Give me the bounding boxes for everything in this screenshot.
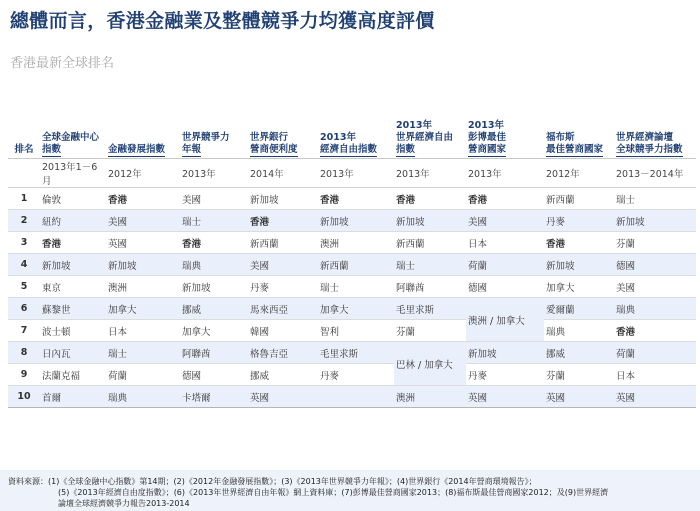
table-cell: 瑞士 bbox=[180, 210, 248, 232]
table-cell: 香港 bbox=[394, 188, 466, 210]
table-cell: 芬蘭 bbox=[614, 232, 696, 254]
table-cell: 新加坡 bbox=[614, 210, 696, 232]
column-header-line: 2013年 bbox=[396, 120, 432, 131]
column-header bbox=[614, 110, 696, 159]
table-row bbox=[8, 276, 696, 298]
column-header-line: 全球競爭力指數 bbox=[616, 144, 683, 155]
column-header-line: 全球金融中心 bbox=[42, 132, 100, 143]
table-cell: 美國 bbox=[106, 210, 180, 232]
column-header-line: 金融發展指數 bbox=[108, 144, 166, 155]
table-cell: 丹麥 bbox=[466, 364, 544, 386]
rank-cell: 10 bbox=[8, 386, 40, 408]
table-cell: 新西蘭 bbox=[394, 232, 466, 254]
table-cell: 阿聯酋 bbox=[180, 342, 248, 364]
rank-cell: 7 bbox=[8, 320, 40, 342]
table-cell: 智利 bbox=[318, 320, 394, 342]
table-cell: 德國 bbox=[180, 364, 248, 386]
table-cell: 丹麥 bbox=[318, 364, 394, 386]
table-cell: 荷蘭 bbox=[466, 254, 544, 276]
column-header bbox=[40, 110, 106, 159]
table-cell: 香港 bbox=[248, 210, 318, 232]
year-cell: 2012年 bbox=[106, 159, 180, 188]
year-row bbox=[8, 159, 696, 188]
table-cell: 澳洲 bbox=[318, 232, 394, 254]
rank-cell: 3 bbox=[8, 232, 40, 254]
table-cell: 新西蘭 bbox=[248, 232, 318, 254]
year-cell: 2013年 bbox=[466, 159, 544, 188]
table-cell: 阿聯酋 bbox=[394, 276, 466, 298]
table-cell: 香港 bbox=[544, 232, 614, 254]
column-header-line: 營商便利度 bbox=[250, 144, 298, 155]
table-cell: 瑞士 bbox=[106, 342, 180, 364]
table-cell: 新加坡 bbox=[318, 210, 394, 232]
table-cell: 美國 bbox=[180, 188, 248, 210]
table-row bbox=[8, 342, 696, 364]
table-row bbox=[8, 320, 696, 342]
table-cell: 日內瓦 bbox=[40, 342, 106, 364]
table-cell: 瑞士 bbox=[394, 254, 466, 276]
table-cell: 德國 bbox=[614, 254, 696, 276]
table-cell: 加拿大 bbox=[544, 276, 614, 298]
column-header-line: 彭博最佳 bbox=[468, 132, 507, 143]
table-cell: 巴林 / 加拿大 bbox=[394, 342, 466, 386]
column-header-line: 2013年 bbox=[468, 120, 504, 131]
footer-line-3: 論壇全球經濟競爭力報告2013-2014 bbox=[58, 499, 190, 508]
table-cell: 新加坡 bbox=[40, 254, 106, 276]
source-footer bbox=[0, 470, 700, 511]
column-header-line: 經濟自由指數 bbox=[320, 144, 378, 155]
table-cell: 波士頓 bbox=[40, 320, 106, 342]
column-header-line: 世界銀行 bbox=[250, 132, 289, 143]
table-cell: 挪威 bbox=[248, 364, 318, 386]
table-cell: 新加坡 bbox=[544, 254, 614, 276]
table-cell: 英國 bbox=[106, 232, 180, 254]
rank-header: 排名 bbox=[14, 144, 34, 155]
column-header-line: 指數 bbox=[396, 144, 416, 155]
table-cell: 荷蘭 bbox=[614, 342, 696, 364]
table-row bbox=[8, 364, 696, 386]
table-cell: 日本 bbox=[614, 364, 696, 386]
rank-cell: 5 bbox=[8, 276, 40, 298]
table-cell: 丹麥 bbox=[248, 276, 318, 298]
table-cell: 英國 bbox=[466, 386, 544, 408]
table-cell: 愛爾蘭 bbox=[544, 298, 614, 320]
table-cell: 瑞典 bbox=[614, 298, 696, 320]
rank-cell: 1 bbox=[8, 188, 40, 210]
table-cell: 香港 bbox=[318, 188, 394, 210]
table-cell: 日本 bbox=[466, 232, 544, 254]
table-cell: 瑞典 bbox=[544, 320, 614, 342]
table-cell: 澳洲 bbox=[394, 386, 466, 408]
rank-cell: 8 bbox=[8, 342, 40, 364]
column-header bbox=[466, 110, 544, 159]
table-row bbox=[8, 232, 696, 254]
table-cell: 蘇黎世 bbox=[40, 298, 106, 320]
page-subtitle: 香港最新全球排名 bbox=[10, 56, 115, 71]
table-cell: 東京 bbox=[40, 276, 106, 298]
table-cell: 新加坡 bbox=[180, 276, 248, 298]
rank-cell: 2 bbox=[8, 210, 40, 232]
column-header-line: 最佳營商國家 bbox=[546, 144, 604, 155]
table-cell: 澳洲 / 加拿大 bbox=[466, 298, 544, 342]
table-body bbox=[8, 188, 696, 408]
column-header-line: 世界競爭力 bbox=[182, 132, 230, 143]
footer-line-2: (5)《2013年經濟自由度指數》；(6)《2013年世界經濟自由年報》網上資料庫；(7)彭博最佳營商國家2013；(8)福布斯最佳營商國家2012；及(9)世界經濟 bbox=[58, 488, 609, 497]
table-cell: 瑞典 bbox=[106, 386, 180, 408]
year-cell: 2014年 bbox=[248, 159, 318, 188]
table-cell: 美國 bbox=[614, 276, 696, 298]
table-cell bbox=[318, 386, 394, 408]
year-cell-blank bbox=[8, 159, 40, 188]
table-cell: 挪威 bbox=[544, 342, 614, 364]
year-cell: 2013年 bbox=[394, 159, 466, 188]
table-cell: 荷蘭 bbox=[106, 364, 180, 386]
table-cell: 芬蘭 bbox=[394, 320, 466, 342]
column-header-line: 世界經濟論壇 bbox=[616, 132, 674, 143]
column-header bbox=[248, 110, 318, 159]
table-cell: 香港 bbox=[106, 188, 180, 210]
table-cell: 德國 bbox=[466, 276, 544, 298]
table-cell: 格魯吉亞 bbox=[248, 342, 318, 364]
table-cell: 英國 bbox=[614, 386, 696, 408]
column-header bbox=[106, 110, 180, 159]
year-cell: 2013年 bbox=[318, 159, 394, 188]
column-header-line: 年報 bbox=[182, 144, 202, 155]
table-cell: 挪威 bbox=[180, 298, 248, 320]
ranking-table bbox=[8, 110, 696, 408]
table-cell: 英國 bbox=[544, 386, 614, 408]
table-cell: 瑞典 bbox=[180, 254, 248, 276]
table-cell: 新西蘭 bbox=[544, 188, 614, 210]
table-cell: 加拿大 bbox=[318, 298, 394, 320]
table-header-row bbox=[8, 110, 696, 159]
table-cell: 毛里求斯 bbox=[318, 342, 394, 364]
table-row bbox=[8, 188, 696, 210]
year-cell: 2012年 bbox=[544, 159, 614, 188]
table-cell: 新西蘭 bbox=[318, 254, 394, 276]
column-header bbox=[394, 110, 466, 159]
year-cell: 2013年1－6月 bbox=[40, 159, 106, 188]
table-cell: 瑞士 bbox=[614, 188, 696, 210]
table-cell: 新加坡 bbox=[466, 342, 544, 364]
table-row bbox=[8, 298, 696, 320]
year-cell: 2013－2014年 bbox=[614, 159, 696, 188]
table-cell: 瑞士 bbox=[318, 276, 394, 298]
table-row bbox=[8, 386, 696, 408]
table-cell: 香港 bbox=[614, 320, 696, 342]
table-cell: 丹麥 bbox=[544, 210, 614, 232]
table-cell: 倫敦 bbox=[40, 188, 106, 210]
table-cell: 新加坡 bbox=[106, 254, 180, 276]
column-header bbox=[318, 110, 394, 159]
column-header-line: 指數 bbox=[42, 144, 62, 155]
table-cell: 芬蘭 bbox=[544, 364, 614, 386]
table-cell: 香港 bbox=[466, 188, 544, 210]
table-cell: 日本 bbox=[106, 320, 180, 342]
rank-cell: 9 bbox=[8, 364, 40, 386]
column-header-line: 營商國家 bbox=[468, 144, 507, 155]
table-cell: 香港 bbox=[180, 232, 248, 254]
column-header-line: 世界經濟自由 bbox=[396, 132, 454, 143]
table-cell: 加拿大 bbox=[180, 320, 248, 342]
page-title: 總體而言，香港金融業及整體競爭力均獲高度評價 bbox=[10, 10, 435, 32]
footer-line-1: 資料來源：(1)《全球金融中心指數》第14期；(2)《2012年金融發展指數》；(3)《2013年世界競爭力年報》；(4)世界銀行《2014年營商環境報告》； bbox=[8, 477, 537, 486]
table-cell: 法蘭克福 bbox=[40, 364, 106, 386]
table-cell: 加拿大 bbox=[106, 298, 180, 320]
table-cell: 香港 bbox=[40, 232, 106, 254]
table-cell: 毛里求斯 bbox=[394, 298, 466, 320]
table-cell: 美國 bbox=[466, 210, 544, 232]
table-cell: 首爾 bbox=[40, 386, 106, 408]
table-row bbox=[8, 210, 696, 232]
table-cell: 新加坡 bbox=[394, 210, 466, 232]
table-row bbox=[8, 254, 696, 276]
column-header bbox=[544, 110, 614, 159]
table-cell: 美國 bbox=[248, 254, 318, 276]
rank-cell: 4 bbox=[8, 254, 40, 276]
table-cell: 紐約 bbox=[40, 210, 106, 232]
table-cell: 澳洲 bbox=[106, 276, 180, 298]
table-cell: 英國 bbox=[248, 386, 318, 408]
table-cell: 新加坡 bbox=[248, 188, 318, 210]
column-header-line: 福布斯 bbox=[546, 132, 575, 143]
column-header-line: 2013年 bbox=[320, 132, 356, 143]
year-cell: 2013年 bbox=[180, 159, 248, 188]
table-cell: 韓國 bbox=[248, 320, 318, 342]
column-header bbox=[180, 110, 248, 159]
table-cell: 馬來西亞 bbox=[248, 298, 318, 320]
table-cell: 卡塔爾 bbox=[180, 386, 248, 408]
rank-cell: 6 bbox=[8, 298, 40, 320]
